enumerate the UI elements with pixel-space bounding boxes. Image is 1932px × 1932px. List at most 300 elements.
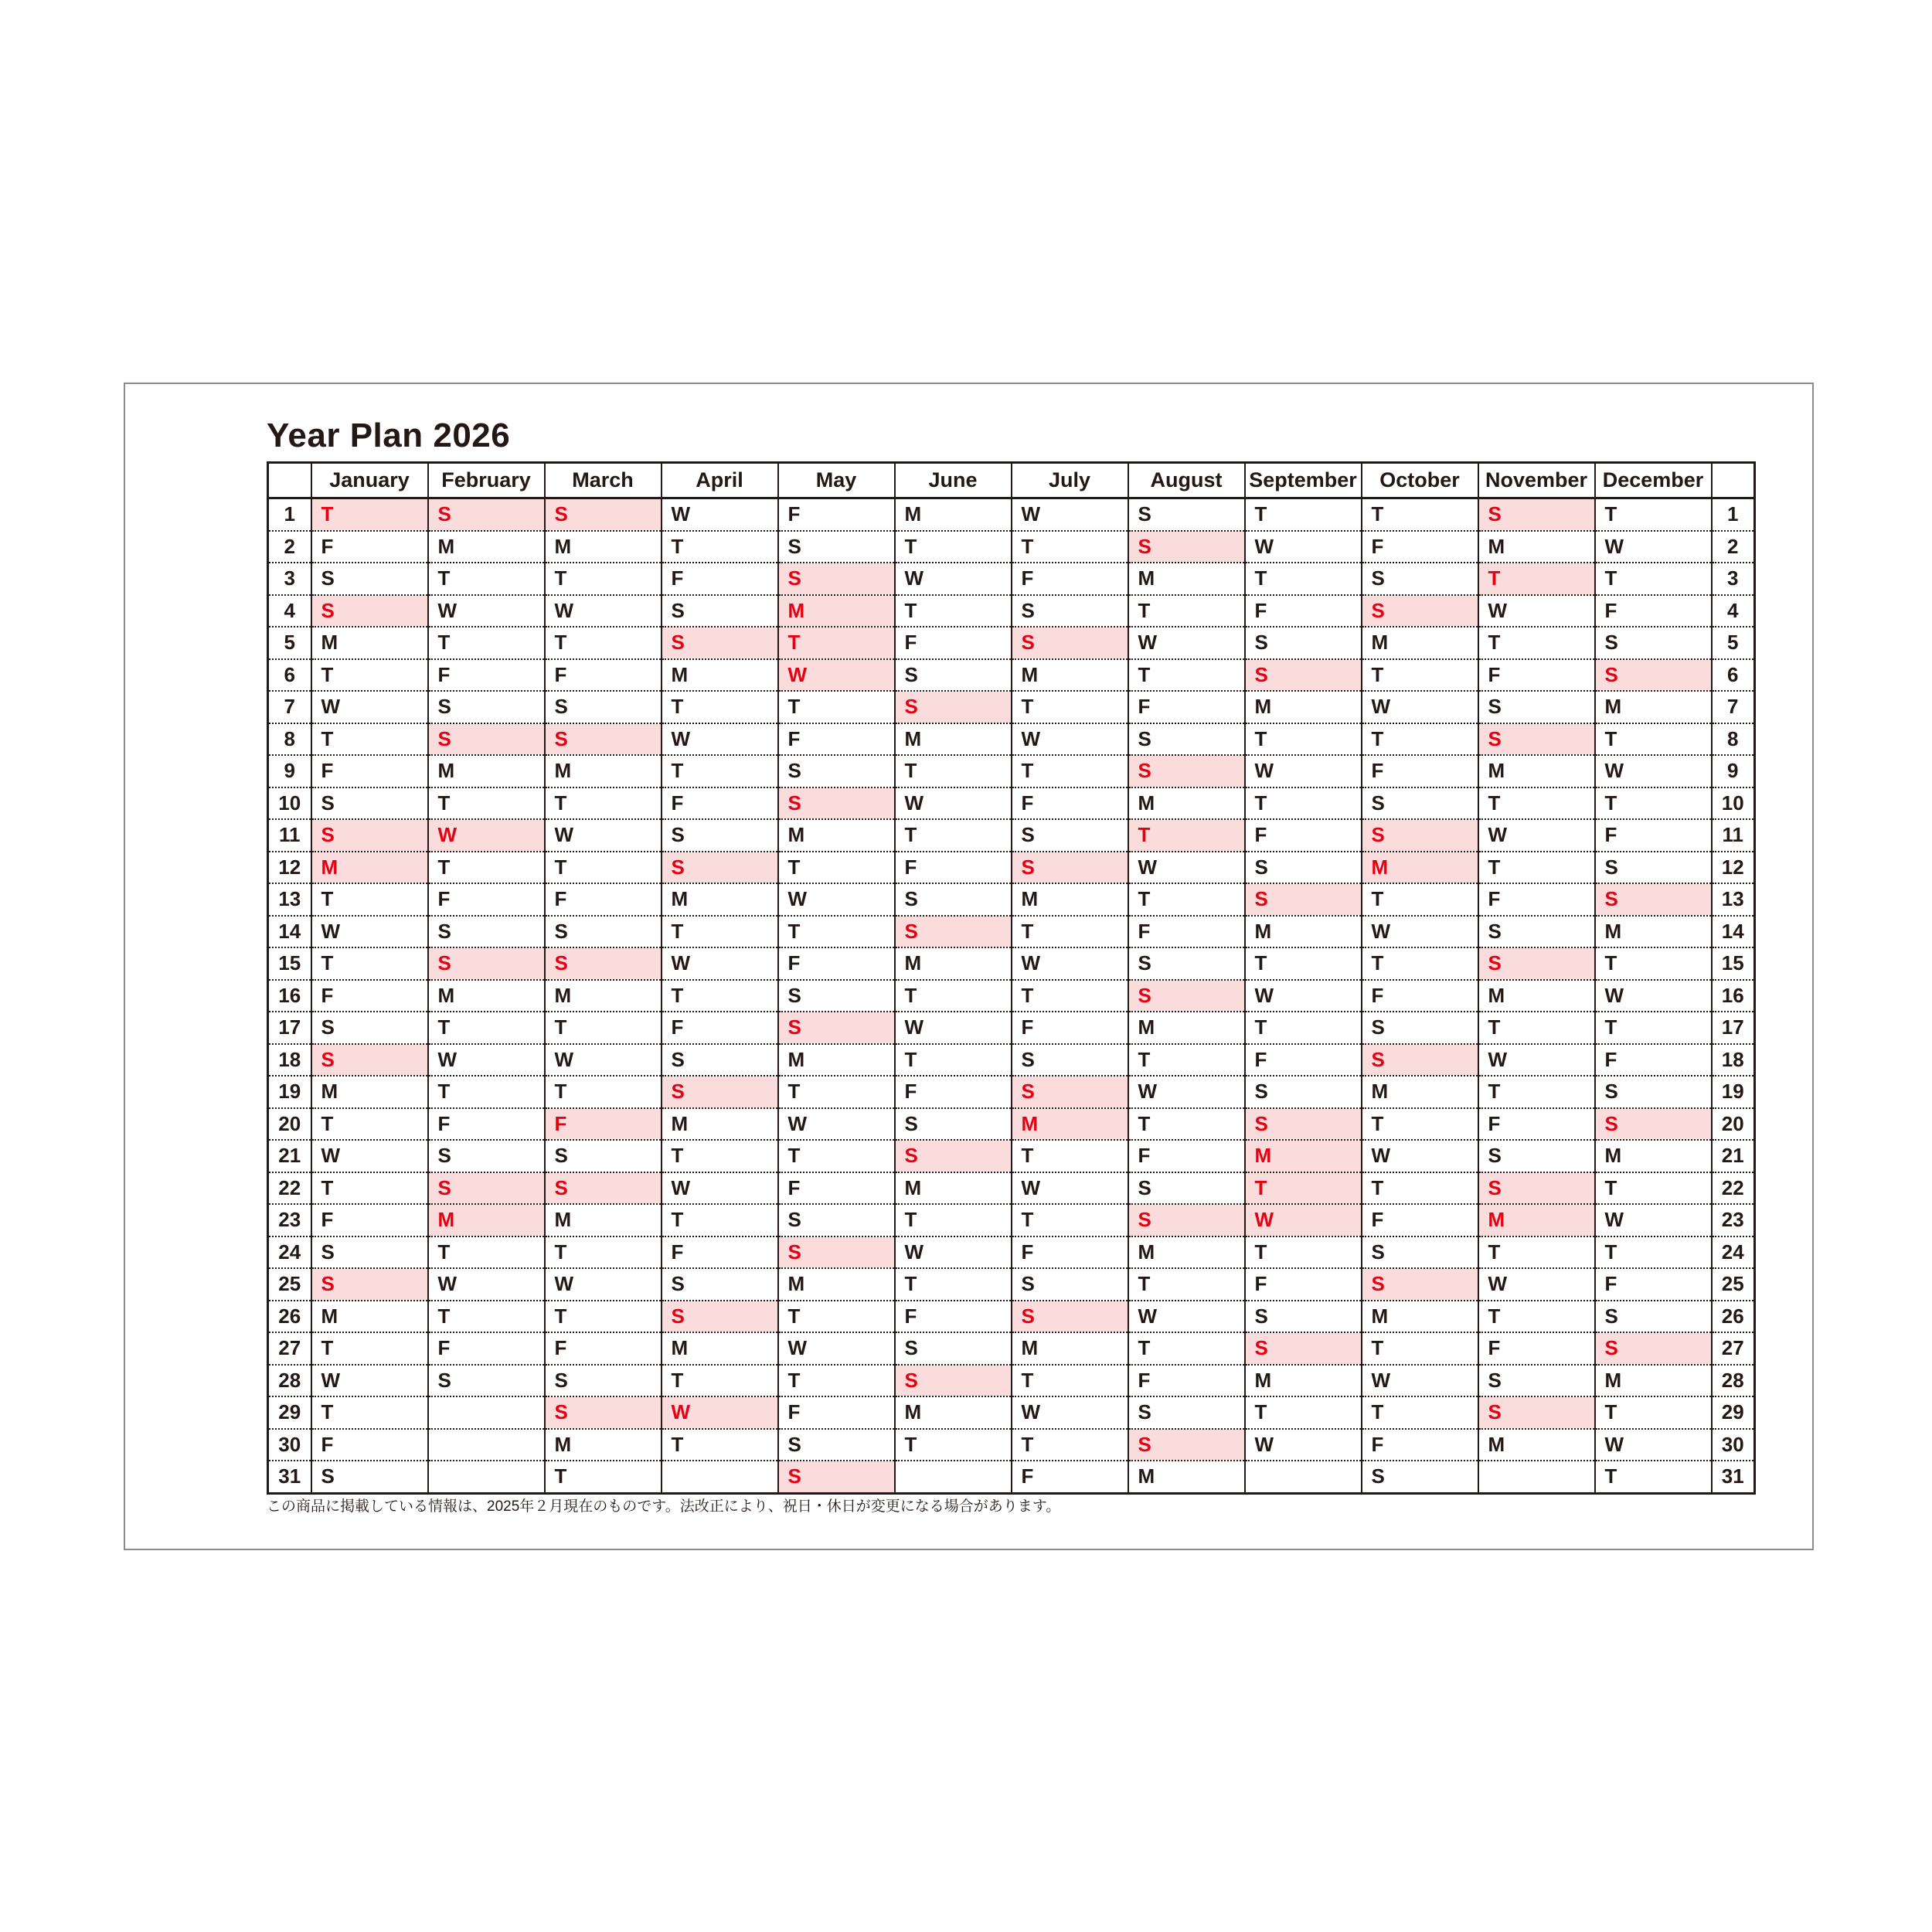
day-cell-august-26: W (1128, 1301, 1245, 1333)
day-cell-november-2: M (1478, 531, 1595, 563)
day-cell-october-24: S (1362, 1236, 1478, 1269)
day-cell-december-18: F (1595, 1044, 1712, 1077)
day-cell-january-16: F (311, 980, 428, 1012)
day-cell-february-31 (428, 1461, 545, 1493)
day-cell-january-10: S (311, 787, 428, 820)
holiday-cell-november-3: T (1478, 563, 1595, 595)
day-cell-february-13: F (428, 883, 545, 916)
day-number-left: 22 (268, 1172, 311, 1205)
day-cell-august-20: T (1128, 1108, 1245, 1141)
day-cell-september-12: S (1245, 852, 1362, 884)
day-cell-march-11: W (545, 819, 662, 852)
holiday-cell-september-23: W (1245, 1204, 1362, 1236)
holiday-cell-may-6: W (778, 659, 895, 692)
day-cell-october-16: F (1362, 980, 1478, 1012)
day-cell-february-26: T (428, 1301, 545, 1333)
day-cell-january-30: F (311, 1429, 428, 1461)
day-cell-august-4: T (1128, 595, 1245, 628)
day-cell-july-24: F (1012, 1236, 1128, 1269)
month-header-september: September (1245, 463, 1362, 498)
day-cell-july-3: F (1012, 563, 1128, 595)
holiday-cell-march-15: S (545, 947, 662, 980)
day-cell-february-27: F (428, 1332, 545, 1365)
day-cell-october-5: M (1362, 627, 1478, 659)
day-cell-may-8: F (778, 723, 895, 756)
day-cell-june-8: M (895, 723, 1012, 756)
day-cell-may-12: T (778, 852, 895, 884)
day-cell-april-1: W (662, 498, 778, 531)
holiday-cell-april-5: S (662, 627, 778, 659)
day-cell-august-21: F (1128, 1140, 1245, 1172)
day-cell-june-22: M (895, 1172, 1012, 1205)
day-cell-june-18: T (895, 1044, 1012, 1077)
day-number-left: 16 (268, 980, 311, 1012)
day-cell-february-6: F (428, 659, 545, 692)
day-cell-september-19: S (1245, 1076, 1362, 1108)
day-cell-december-25: F (1595, 1268, 1712, 1301)
day-cell-june-25: T (895, 1268, 1012, 1301)
day-cell-april-8: W (662, 723, 778, 756)
day-cell-october-15: T (1362, 947, 1478, 980)
day-cell-april-4: S (662, 595, 778, 628)
day-cell-february-5: T (428, 627, 545, 659)
day-cell-february-10: T (428, 787, 545, 820)
day-cell-july-2: T (1012, 531, 1128, 563)
holiday-cell-september-6: S (1245, 659, 1362, 692)
day-cell-june-6: S (895, 659, 1012, 692)
day-cell-january-20: T (311, 1108, 428, 1141)
holiday-cell-february-1: S (428, 498, 545, 531)
day-cell-april-25: S (662, 1268, 778, 1301)
day-cell-december-2: W (1595, 531, 1712, 563)
day-cell-september-18: F (1245, 1044, 1362, 1077)
day-cell-april-30: T (662, 1429, 778, 1461)
day-cell-october-6: T (1362, 659, 1478, 692)
day-cell-december-7: M (1595, 691, 1712, 723)
holiday-cell-april-19: S (662, 1076, 778, 1108)
holiday-cell-may-10: S (778, 787, 895, 820)
day-number-right: 18 (1712, 1044, 1755, 1077)
holiday-cell-june-28: S (895, 1365, 1012, 1397)
holiday-cell-december-27: S (1595, 1332, 1712, 1365)
day-cell-april-9: T (662, 755, 778, 787)
day-number-right: 29 (1712, 1396, 1755, 1429)
day-cell-september-31 (1245, 1461, 1362, 1493)
day-cell-may-21: T (778, 1140, 895, 1172)
month-header-january: January (311, 463, 428, 498)
day-cell-may-11: M (778, 819, 895, 852)
day-cell-december-31: T (1595, 1461, 1712, 1493)
day-cell-october-28: W (1362, 1365, 1478, 1397)
day-cell-october-8: T (1362, 723, 1478, 756)
month-header-october: October (1362, 463, 1478, 498)
day-cell-august-24: M (1128, 1236, 1245, 1269)
day-cell-may-1: F (778, 498, 895, 531)
table-row (268, 1012, 1755, 1044)
day-number-left: 3 (268, 563, 311, 595)
holiday-cell-march-20: F (545, 1108, 662, 1141)
day-cell-march-31: T (545, 1461, 662, 1493)
table-row (268, 1301, 1755, 1333)
day-cell-february-20: F (428, 1108, 545, 1141)
month-header-row (268, 463, 1755, 498)
table-row (268, 1108, 1755, 1141)
day-cell-august-18: T (1128, 1044, 1245, 1077)
day-cell-february-2: M (428, 531, 545, 563)
day-cell-august-10: M (1128, 787, 1245, 820)
day-cell-june-12: F (895, 852, 1012, 884)
day-number-left: 25 (268, 1268, 311, 1301)
day-cell-december-8: T (1595, 723, 1712, 756)
day-cell-july-27: M (1012, 1332, 1128, 1365)
day-cell-january-21: W (311, 1140, 428, 1172)
table-row (268, 1204, 1755, 1236)
day-cell-november-16: M (1478, 980, 1595, 1012)
holiday-cell-january-12: M (311, 852, 428, 884)
day-cell-may-9: S (778, 755, 895, 787)
holiday-cell-june-14: S (895, 916, 1012, 948)
day-cell-january-7: W (311, 691, 428, 723)
day-cell-october-13: T (1362, 883, 1478, 916)
day-cell-november-4: W (1478, 595, 1595, 628)
table-row (268, 1140, 1755, 1172)
day-cell-june-15: M (895, 947, 1012, 980)
day-cell-january-5: M (311, 627, 428, 659)
day-number-left: 26 (268, 1301, 311, 1333)
day-cell-june-19: F (895, 1076, 1012, 1108)
holiday-cell-november-1: S (1478, 498, 1595, 531)
day-cell-december-21: M (1595, 1140, 1712, 1172)
day-cell-june-29: M (895, 1396, 1012, 1429)
day-number-right: 22 (1712, 1172, 1755, 1205)
holiday-cell-september-27: S (1245, 1332, 1362, 1365)
day-cell-june-30: T (895, 1429, 1012, 1461)
table-row (268, 595, 1755, 628)
day-number-left: 1 (268, 498, 311, 531)
holiday-cell-june-21: S (895, 1140, 1012, 1172)
day-cell-november-20: F (1478, 1108, 1595, 1141)
holiday-cell-march-22: S (545, 1172, 662, 1205)
day-cell-september-26: S (1245, 1301, 1362, 1333)
month-header-august: August (1128, 463, 1245, 498)
day-cell-july-21: T (1012, 1140, 1128, 1172)
day-cell-march-26: T (545, 1301, 662, 1333)
day-cell-august-29: S (1128, 1396, 1245, 1429)
day-number-right: 17 (1712, 1012, 1755, 1044)
table-row (268, 755, 1755, 787)
day-cell-november-21: S (1478, 1140, 1595, 1172)
day-number-right: 19 (1712, 1076, 1755, 1108)
table-row (268, 691, 1755, 723)
table-row (268, 1268, 1755, 1301)
day-cell-october-31: S (1362, 1461, 1478, 1493)
day-number-left: 11 (268, 819, 311, 852)
holiday-cell-july-19: S (1012, 1076, 1128, 1108)
table-row (268, 980, 1755, 1012)
day-number-left: 27 (268, 1332, 311, 1365)
day-cell-december-3: T (1595, 563, 1712, 595)
day-cell-september-24: T (1245, 1236, 1362, 1269)
day-cell-july-18: S (1012, 1044, 1128, 1077)
day-number-left: 14 (268, 916, 311, 948)
day-cell-june-2: T (895, 531, 1012, 563)
day-cell-january-26: M (311, 1301, 428, 1333)
day-cell-march-2: M (545, 531, 662, 563)
holiday-cell-november-15: S (1478, 947, 1595, 980)
holiday-cell-december-20: S (1595, 1108, 1712, 1141)
day-cell-october-2: F (1362, 531, 1478, 563)
day-cell-december-5: S (1595, 627, 1712, 659)
day-cell-november-31 (1478, 1461, 1595, 1493)
day-cell-april-10: F (662, 787, 778, 820)
day-number-right: 9 (1712, 755, 1755, 787)
day-cell-november-18: W (1478, 1044, 1595, 1077)
day-cell-february-21: S (428, 1140, 545, 1172)
holiday-cell-february-23: M (428, 1204, 545, 1236)
day-cell-september-25: F (1245, 1268, 1362, 1301)
day-cell-september-17: T (1245, 1012, 1362, 1044)
month-header-march: March (545, 463, 662, 498)
day-cell-july-29: W (1012, 1396, 1128, 1429)
day-cell-march-6: F (545, 659, 662, 692)
day-cell-june-11: T (895, 819, 1012, 852)
holiday-cell-january-18: S (311, 1044, 428, 1077)
day-cell-december-16: W (1595, 980, 1712, 1012)
day-number-right: 8 (1712, 723, 1755, 756)
day-cell-june-17: W (895, 1012, 1012, 1044)
holiday-cell-april-12: S (662, 852, 778, 884)
table-row (268, 1236, 1755, 1269)
day-number-left: 31 (268, 1461, 311, 1493)
day-cell-november-11: W (1478, 819, 1595, 852)
day-cell-december-11: F (1595, 819, 1712, 852)
day-cell-july-10: F (1012, 787, 1128, 820)
day-cell-june-1: M (895, 498, 1012, 531)
day-cell-may-13: W (778, 883, 895, 916)
day-cell-february-16: M (428, 980, 545, 1012)
table-row (268, 1396, 1755, 1429)
day-number-left: 6 (268, 659, 311, 692)
day-cell-september-2: W (1245, 531, 1362, 563)
day-cell-september-16: W (1245, 980, 1362, 1012)
day-cell-october-1: T (1362, 498, 1478, 531)
day-cell-february-4: W (428, 595, 545, 628)
holiday-cell-april-26: S (662, 1301, 778, 1333)
day-cell-july-14: T (1012, 916, 1128, 948)
table-row (268, 659, 1755, 692)
day-cell-march-14: S (545, 916, 662, 948)
day-number-left: 24 (268, 1236, 311, 1269)
holiday-cell-march-29: S (545, 1396, 662, 1429)
day-cell-august-3: M (1128, 563, 1245, 595)
day-cell-april-3: F (662, 563, 778, 595)
table-row (268, 531, 1755, 563)
day-number-left: 7 (268, 691, 311, 723)
day-cell-october-30: F (1362, 1429, 1478, 1461)
day-cell-august-27: T (1128, 1332, 1245, 1365)
day-cell-august-31: M (1128, 1461, 1245, 1493)
holiday-cell-november-8: S (1478, 723, 1595, 756)
table-row (268, 1461, 1755, 1493)
day-cell-july-7: T (1012, 691, 1128, 723)
holiday-cell-september-13: S (1245, 883, 1362, 916)
day-cell-december-19: S (1595, 1076, 1712, 1108)
day-number-right: 24 (1712, 1236, 1755, 1269)
day-cell-september-3: T (1245, 563, 1362, 595)
day-cell-august-8: S (1128, 723, 1245, 756)
day-cell-september-9: W (1245, 755, 1362, 787)
day-cell-april-2: T (662, 531, 778, 563)
day-number-left: 20 (268, 1108, 311, 1141)
day-cell-july-9: T (1012, 755, 1128, 787)
day-number-right: 28 (1712, 1365, 1755, 1397)
day-cell-july-28: T (1012, 1365, 1128, 1397)
table-row (268, 498, 1755, 531)
day-number-left: 12 (268, 852, 311, 884)
day-cell-january-3: S (311, 563, 428, 595)
day-cell-july-17: F (1012, 1012, 1128, 1044)
day-cell-july-11: S (1012, 819, 1128, 852)
day-cell-october-9: F (1362, 755, 1478, 787)
day-cell-february-12: T (428, 852, 545, 884)
day-number-right: 10 (1712, 787, 1755, 820)
day-cell-october-7: W (1362, 691, 1478, 723)
day-cell-november-27: F (1478, 1332, 1595, 1365)
month-header-july: July (1012, 463, 1128, 498)
day-number-left: 13 (268, 883, 311, 916)
day-cell-january-14: W (311, 916, 428, 948)
day-cell-february-14: S (428, 916, 545, 948)
day-number-right: 11 (1712, 819, 1755, 852)
holiday-cell-september-20: S (1245, 1108, 1362, 1141)
holiday-cell-february-8: S (428, 723, 545, 756)
day-cell-november-28: S (1478, 1365, 1595, 1397)
day-cell-december-4: F (1595, 595, 1712, 628)
holiday-cell-august-2: S (1128, 531, 1245, 563)
holiday-cell-january-4: S (311, 595, 428, 628)
day-number-right: 15 (1712, 947, 1755, 980)
day-number-left: 17 (268, 1012, 311, 1044)
holiday-cell-may-5: T (778, 627, 895, 659)
day-cell-april-22: W (662, 1172, 778, 1205)
day-cell-january-2: F (311, 531, 428, 563)
day-cell-august-22: S (1128, 1172, 1245, 1205)
day-cell-june-4: T (895, 595, 1012, 628)
day-cell-march-28: S (545, 1365, 662, 1397)
holiday-cell-october-11: S (1362, 819, 1478, 852)
day-cell-may-14: T (778, 916, 895, 948)
day-cell-july-4: S (1012, 595, 1128, 628)
holiday-cell-march-1: S (545, 498, 662, 531)
day-cell-december-14: M (1595, 916, 1712, 948)
table-row (268, 563, 1755, 595)
day-cell-may-25: M (778, 1268, 895, 1301)
month-header-november: November (1478, 463, 1595, 498)
day-cell-april-13: M (662, 883, 778, 916)
day-cell-february-18: W (428, 1044, 545, 1077)
day-cell-june-10: W (895, 787, 1012, 820)
day-number-right: 2 (1712, 531, 1755, 563)
day-cell-march-24: T (545, 1236, 662, 1269)
holiday-cell-february-11: W (428, 819, 545, 852)
day-cell-august-28: F (1128, 1365, 1245, 1397)
holiday-cell-november-29: S (1478, 1396, 1595, 1429)
day-cell-january-31: S (311, 1461, 428, 1493)
day-cell-january-27: T (311, 1332, 428, 1365)
day-number-left: 4 (268, 595, 311, 628)
day-cell-february-9: M (428, 755, 545, 787)
header-corner-right (1712, 463, 1755, 498)
day-cell-september-28: M (1245, 1365, 1362, 1397)
holiday-cell-february-15: S (428, 947, 545, 980)
day-cell-march-23: M (545, 1204, 662, 1236)
day-cell-february-28: S (428, 1365, 545, 1397)
holiday-cell-january-25: S (311, 1268, 428, 1301)
day-cell-may-30: S (778, 1429, 895, 1461)
table-row (268, 723, 1755, 756)
month-header-february: February (428, 463, 545, 498)
day-cell-september-8: T (1245, 723, 1362, 756)
day-number-left: 2 (268, 531, 311, 563)
day-cell-march-3: T (545, 563, 662, 595)
day-cell-march-7: S (545, 691, 662, 723)
day-cell-may-2: S (778, 531, 895, 563)
day-cell-june-3: W (895, 563, 1012, 595)
day-cell-february-17: T (428, 1012, 545, 1044)
day-cell-april-11: S (662, 819, 778, 852)
holiday-cell-august-11: T (1128, 819, 1245, 852)
table-row (268, 1332, 1755, 1365)
day-cell-april-21: T (662, 1140, 778, 1172)
day-cell-january-24: S (311, 1236, 428, 1269)
table-row (268, 787, 1755, 820)
month-header-june: June (895, 463, 1012, 498)
day-cell-october-26: M (1362, 1301, 1478, 1333)
day-cell-march-21: S (545, 1140, 662, 1172)
month-header-april: April (662, 463, 778, 498)
day-cell-march-4: W (545, 595, 662, 628)
day-cell-january-28: W (311, 1365, 428, 1397)
holiday-cell-october-12: M (1362, 852, 1478, 884)
day-cell-august-19: W (1128, 1076, 1245, 1108)
day-cell-january-8: T (311, 723, 428, 756)
day-number-right: 26 (1712, 1301, 1755, 1333)
day-cell-february-3: T (428, 563, 545, 595)
day-cell-october-10: S (1362, 787, 1478, 820)
day-cell-september-15: T (1245, 947, 1362, 980)
day-cell-june-27: S (895, 1332, 1012, 1365)
day-number-right: 23 (1712, 1204, 1755, 1236)
day-cell-march-13: F (545, 883, 662, 916)
day-cell-may-27: W (778, 1332, 895, 1365)
day-cell-july-23: T (1012, 1204, 1128, 1236)
day-cell-october-14: W (1362, 916, 1478, 948)
day-cell-september-7: M (1245, 691, 1362, 723)
day-cell-november-6: F (1478, 659, 1595, 692)
day-cell-november-10: T (1478, 787, 1595, 820)
holiday-cell-march-8: S (545, 723, 662, 756)
day-cell-november-7: S (1478, 691, 1595, 723)
holiday-cell-october-25: S (1362, 1268, 1478, 1301)
day-number-right: 21 (1712, 1140, 1755, 1172)
day-cell-august-13: T (1128, 883, 1245, 916)
holiday-cell-june-7: S (895, 691, 1012, 723)
day-cell-september-30: W (1245, 1429, 1362, 1461)
day-cell-october-22: T (1362, 1172, 1478, 1205)
day-cell-may-22: F (778, 1172, 895, 1205)
day-cell-march-18: W (545, 1044, 662, 1077)
day-cell-may-7: T (778, 691, 895, 723)
